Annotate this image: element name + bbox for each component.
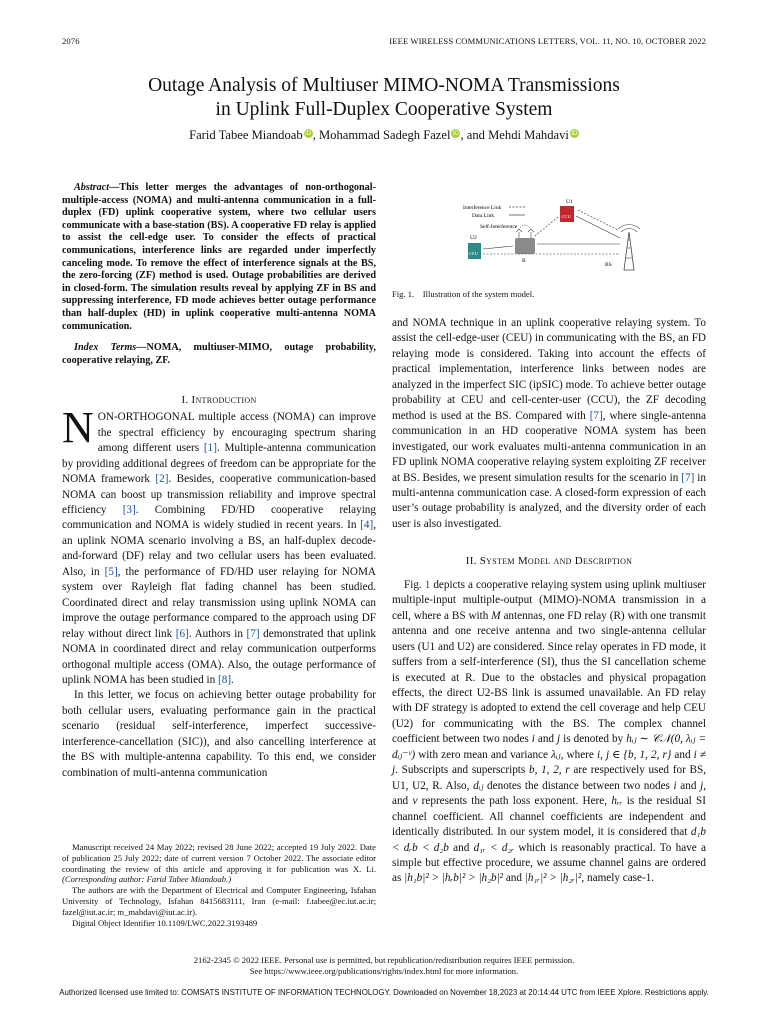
bs-label: BS bbox=[605, 262, 612, 268]
footnote-paragraph: Manuscript received 24 May 2022; revised 28 June 2022; accepted 19 July 2022. Date of publication 25 July 2022; date of current version 7 October 2022. The associate editor coordinating the review of this article and approving it for publication was X. Li. (Corresponding author: Farid Tabee Miandoab.) bbox=[62, 842, 376, 885]
relay-label: R bbox=[522, 258, 526, 264]
math: i, j ∈ {b, 1, 2, r} bbox=[596, 748, 672, 761]
author-list bbox=[60, 128, 708, 143]
orcid-icon[interactable]: iD bbox=[571, 130, 578, 137]
math: |h₁ᵣ|² > |h₂ᵣ|² bbox=[524, 872, 582, 885]
drop-cap: N bbox=[62, 403, 94, 453]
base-station-tower-icon bbox=[618, 225, 640, 271]
legend-interference-label: Interference Link bbox=[463, 205, 502, 211]
index-terms bbox=[62, 342, 376, 367]
abstract-label: Abstract bbox=[74, 182, 110, 193]
citation-link[interactable]: [3] bbox=[122, 504, 136, 517]
ccu-label: CCU bbox=[561, 214, 571, 219]
relay-antenna-tips bbox=[516, 229, 534, 232]
abstract-text: —This letter merges the advantages of non-orthogonal-multiple-access (NOMA) and multi-antenna communication in a full-duplex (FD) uplink cooperative system, where two cellular users communicate with a base-station (BS). A cooperative FD relay is applied to assist the cell-edge user. To consider the effects of practical communications, interference links are regarded under imperfectly canceling mode. To remove the effect of interference signals at the BS, the zero-forcing (ZF) method is used. Outage probabilities are derived in closed-form. The simulation results reveal by applying ZF in BS and suppressing interference, FD mode achieves better outage performance than half-duplex (HD) in uplink cooperative multi-antenna NOMA communication. bbox=[62, 182, 376, 332]
math: d₁ᵣ < d₂ᵣ bbox=[473, 841, 515, 854]
math: |h₁b|² > |hᵣb|² > |h₂b|² bbox=[404, 872, 504, 885]
paper-title bbox=[60, 74, 708, 122]
author-name: Farid Tabee Miandoab bbox=[189, 128, 303, 142]
citation-link[interactable]: [1] bbox=[203, 442, 217, 455]
left-column bbox=[62, 182, 376, 781]
title-line-2: in Uplink Full-Duplex Cooperative System bbox=[215, 99, 553, 120]
ceu-label: CEU bbox=[469, 251, 478, 256]
u1-label: U1 bbox=[566, 199, 573, 205]
math: i ≠ j bbox=[392, 748, 706, 777]
legend-data-label: Data Link bbox=[472, 213, 495, 219]
title-line-1: Outage Analysis of Multiuser MIMO-NOMA Transmissions bbox=[148, 75, 620, 96]
journal-header: IEEE WIRELESS COMMUNICATIONS LETTERS, VOL. 11, NO. 10, OCTOBER 2022 bbox=[389, 36, 706, 46]
math: d₁b < dᵣb < d₂b bbox=[392, 826, 706, 854]
figure-caption: Fig. 1. Illustration of the system model. bbox=[392, 289, 535, 299]
math: λᵢⱼ, bbox=[551, 748, 564, 761]
footnote-text bbox=[62, 842, 376, 928]
copyright-notice bbox=[62, 955, 706, 977]
copyright-line: See https://www.ieee.org/publications/rights/index.html for more information. bbox=[249, 966, 519, 976]
orcid-icon[interactable]: iD bbox=[452, 130, 460, 137]
orcid-icon[interactable]: iD bbox=[305, 130, 312, 137]
math: hᵣᵣ bbox=[611, 795, 623, 808]
footnote-paragraph: The authors are with the Department of Electrical and Computer Engineering, Isfahan University of Technology, Isfahan 8415683111, Iran (e-mail: f.tabee@ec.iut.ac.ir; fazel@iut.ac.ir; m_mahdavi@iut.ac.ir). bbox=[62, 885, 376, 917]
index-terms-label: Index Terms bbox=[74, 342, 137, 354]
paragraph: and NOMA technique in an uplink cooperative relaying system. To assist the cell-edge-user (CEU) in communicating with the BS, an FD relaying mode is considered. Taking into account the effects of practical implementation, interference links between nodes are analyzed in the imperfect SIC (ipSIC) mode. To achieve better outage probability at CEU and cell-center-user (CCU), the ZF decoding method is used at the BS. Compared with [7], where single-antenna communication in an HD cooperative NOMA system has been investigated, our work evaluates multi-antenna communication in an FD uplink NOMA cooperative relaying system exploiting ZF receiver at BS. Besides, we present simulation results for the scenario in [7] in multi-antenna communication case. A closed-form expression of each user’s outage probability is analyzed, and the diversity order of each user is also investigated. bbox=[392, 317, 706, 530]
intro-body bbox=[62, 403, 376, 781]
system-model-figure bbox=[392, 192, 706, 282]
citation-link[interactable]: [2] bbox=[155, 473, 169, 486]
page-number: 2076 bbox=[62, 36, 80, 46]
abstract bbox=[62, 182, 376, 333]
author-name: , Mohammad Sadegh Fazel bbox=[312, 128, 451, 142]
citation-link[interactable]: [6] bbox=[175, 627, 189, 640]
section-heading: II. System Model and Description bbox=[465, 555, 633, 568]
figure-diagram bbox=[392, 192, 706, 282]
copyright-line: 2162-2345 © 2022 IEEE. Personal use is permitted, but republication/redistribution requires IEEE permission. bbox=[193, 955, 575, 965]
u1-bs-data-link bbox=[576, 216, 620, 238]
paragraph: In this letter, we focus on achieving better outage probability for both cellular users, evaluating performance gain in the practical scenario (residual self-interference, imperfect successive-interference-cancellation (SIC)), and also cancelling interference at the BS with multiple-antenna capability. To this end, we consider combination of multi-antenna communication bbox=[62, 689, 376, 779]
footnote-paragraph: Digital Object Identifier 10.1109/LWC.2022.3193489 bbox=[72, 917, 258, 928]
index-terms-text: —NOMA, multiuser-MIMO, outage probability, cooperative relaying, ZF. bbox=[62, 342, 376, 366]
citation-link[interactable]: [7] bbox=[589, 409, 603, 422]
author-name: , and Mehdi Mahdavi bbox=[460, 128, 569, 142]
citation-link[interactable]: [7] bbox=[681, 471, 695, 484]
math: dᵢⱼ bbox=[473, 779, 484, 792]
self-interference-loop bbox=[520, 225, 530, 228]
figure-ref-link[interactable]: 1 bbox=[424, 578, 431, 591]
self-interference-label: Self-Interference bbox=[480, 224, 518, 230]
section-heading: I. Introduction bbox=[181, 394, 257, 407]
citation-link[interactable]: [7] bbox=[246, 627, 260, 640]
paragraph: NON-ORTHOGONAL multiple access (NOMA) can improve the spectral efficiency by encouraging spectrum sharing among different users [1]. Multiple-antenna communication by providing additional degrees of freedom can be appropriate for the NOMA framework [2]. Besides, cooperative communication-based NOMA can boost up transmission reliability and improve spectral efficiency [3]. Combining FD/HD cooperative relaying communication and NOMA is widely studied in recent years. In [4], an uplink NOMA scenario involving a BS, an half-duplex decode-and-forward (DF) relay and two cellular users has been evaluated. Also, in [5], the performance of FD/HD user relaying for NOMA system over Rayleigh flat fading channel has been studied. Coordinated direct and relay transmission using uplink NOMA can improve the outage performance compared to the approach using DF relay without direct link [6]. Authors in [7] demonstrated that uplink NOMA in coordinated direct and relay communication outperforms orthogonal multiple access (OMA). Also, the outage performance of uplink NOMA has been studied in [8]. bbox=[62, 403, 376, 687]
footnote bbox=[62, 842, 376, 928]
paragraph: Fig. 1 depicts a cooperative relaying system using uplink multiuser multiple-input multiple-output (MIMO)-NOMA transmission in a cell, where a BS with M antennas, one FD relay (R) with one transmit antenna and one receive antenna and two single-antenna cellular users (U1 and U2) are considered. Since relay operates in FD mode, it suffers from a self-interference (SI), thus the SI cancellation scheme is executed at R. Due to the obstacles and physical propagation effects, the direct U2-BS link is assumed unavailable. An FD relay with DF strategy is adopted to extend the cell coverage and help CEU (U2) for communicating with the BS. The complex channel coefficient between two nodes i and j is denoted by hᵢⱼ ∼ 𝒞𝒩(0, λᵢⱼ = dᵢⱼ⁻ᵛ) with zero mean and variance λᵢⱼ, where i, j ∈ {b, 1, 2, r} and i ≠ j. Subscripts and superscripts b, 1, 2, r are respectively used for BS, U1, U2, R. Also, dᵢⱼ denotes the distance between two nodes i and j, and v represents the path loss exponent. Here, hᵣᵣ is the residual SI channel coefficient. All channel coefficients are independent and identically distributed. In our system model, it is considered that d₁b < dᵣb < d₂b and d₁ᵣ < d₂ᵣ which is reasonably practical. To have a simple but effective procedure, we assume channel gains are ordered as |h₁b|² > |hᵣb|² > |h₂b|² and |h₁ᵣ|² > |h₂ᵣ|², namely case-1. bbox=[392, 578, 707, 885]
math: hᵢⱼ ∼ 𝒞𝒩(0, λᵢⱼ = dᵢⱼ⁻ᵛ) bbox=[392, 733, 706, 761]
right-column bbox=[392, 316, 706, 887]
u2-label: U2 bbox=[470, 235, 477, 241]
license-note: Authorized licensed use limited to: COMSATS INSTITUTE OF INFORMATION TECHNOLOGY. Downloaded on November 18,2023 at 20:14:44 UTC from IEEE Xplore. Restrictions apply. bbox=[59, 988, 709, 997]
citation-link[interactable]: [4] bbox=[360, 519, 374, 532]
citation-link[interactable]: [8] bbox=[218, 674, 232, 687]
u2-relay-data-link bbox=[483, 246, 513, 249]
u1-relay-interference-link bbox=[535, 217, 558, 236]
relay-icon bbox=[515, 238, 535, 254]
citation-link[interactable]: [5] bbox=[104, 565, 118, 578]
